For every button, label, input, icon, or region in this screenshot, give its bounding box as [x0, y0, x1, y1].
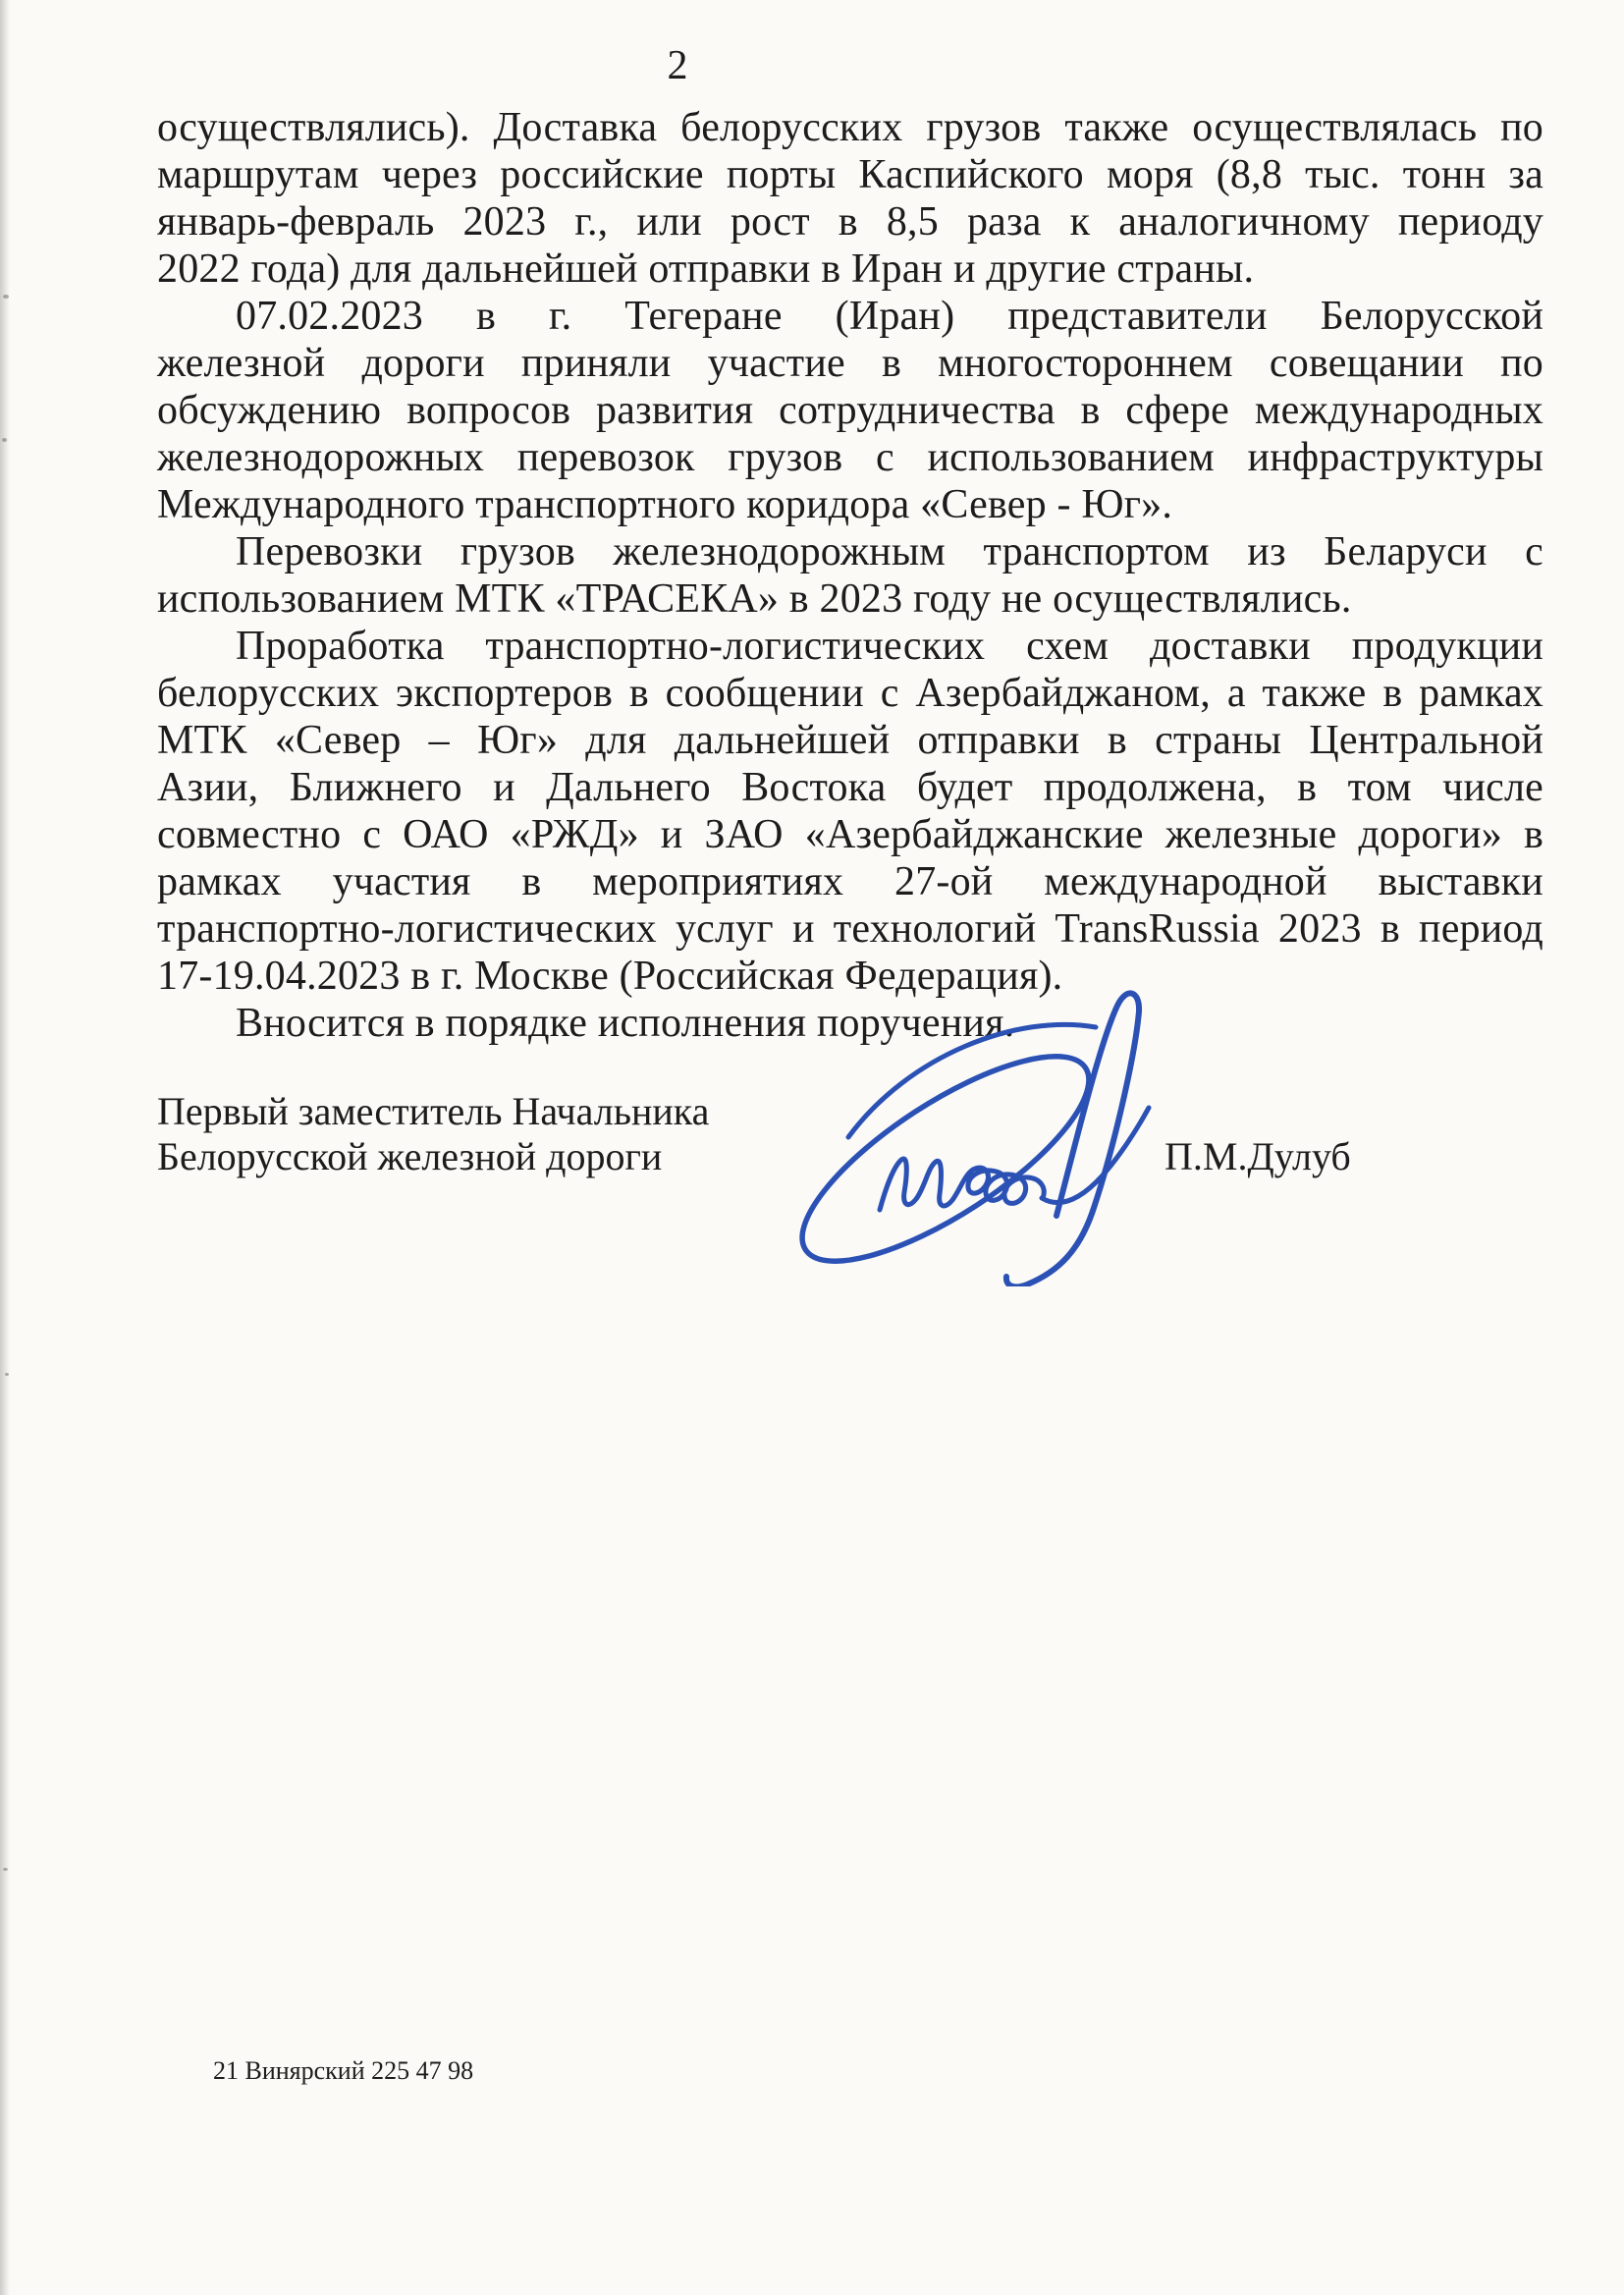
signer-name: П.М.Дулуб [1164, 1134, 1351, 1178]
text-line: Перевозки грузов железнодорожным транспортом из Беларуси с [236, 529, 1543, 574]
text-line: белорусских экспортеров в сообщении с Азербайджаном, а также в рамках [157, 671, 1543, 716]
text-line: МТК «Север – Юг» для дальнейшей отправки в страны Центральной [157, 718, 1543, 763]
text-line: обсуждению вопросов развития сотрудничества в сфере международных [157, 388, 1543, 433]
text-line: рамках участия в мероприятиях 27-ой международной выставки [157, 859, 1543, 904]
text-line: транспортно-логистических услуг и технологий TransRussia 2023 в период [157, 906, 1543, 952]
scan-edge-artifact [0, 0, 10, 2295]
body-text [157, 104, 1543, 1047]
text-line: 07.02.2023 в г. Тегеране (Иран) представители Белорусской [236, 294, 1543, 339]
footer-note: 21 Винярский 225 47 98 [213, 2056, 474, 2085]
text-line: железнодорожных перевозок грузов с использованием инфраструктуры [157, 435, 1543, 480]
text-line: Азии, Ближнего и Дальнего Востока будет продолжена, в том числе [157, 765, 1543, 810]
text-line: использованием МТК «ТРАСЕКА» в 2023 году не осуществлялись. [157, 576, 1352, 622]
signoff-title-line: Первый заместитель Начальника [157, 1089, 710, 1133]
text-line: 17-19.04.2023 в г. Москве (Российская Федерация). [157, 954, 1063, 999]
text-line: Международного транспортного коридора «Север - Юг». [157, 482, 1173, 527]
scan-edge-artifact [3, 1868, 8, 1871]
text-line: маршрутам через российские порты Каспийского моря (8,8 тыс. тонн за [157, 152, 1543, 197]
scan-edge-artifact [3, 295, 9, 299]
scan-edge-artifact [2, 438, 7, 442]
text-line: январь-февраль 2023 г., или рост в 8,5 раза к аналогичному периоду [157, 199, 1543, 245]
text-line: Вносится в порядке исполнения поручения. [236, 1001, 1015, 1046]
text-line: 2022 года) для дальнейшей отправки в Иран и другие страны. [157, 246, 1255, 292]
text-line: совместно с ОАО «РЖД» и ЗАО «Азербайджанские железные дороги» в [157, 812, 1543, 857]
scan-edge-artifact [5, 1373, 9, 1376]
text-line: железной дороги приняли участие в многостороннем совещании по [157, 341, 1543, 386]
handwritten-signature [764, 972, 1172, 1286]
signoff-title-line: Белорусской железной дороги [157, 1134, 663, 1178]
page-number: 2 [667, 43, 688, 88]
text-line: Проработка транспортно-логистических схем доставки продукции [236, 624, 1543, 669]
text-line: осуществлялись). Доставка белорусских грузов также осуществлялась по [157, 105, 1543, 150]
